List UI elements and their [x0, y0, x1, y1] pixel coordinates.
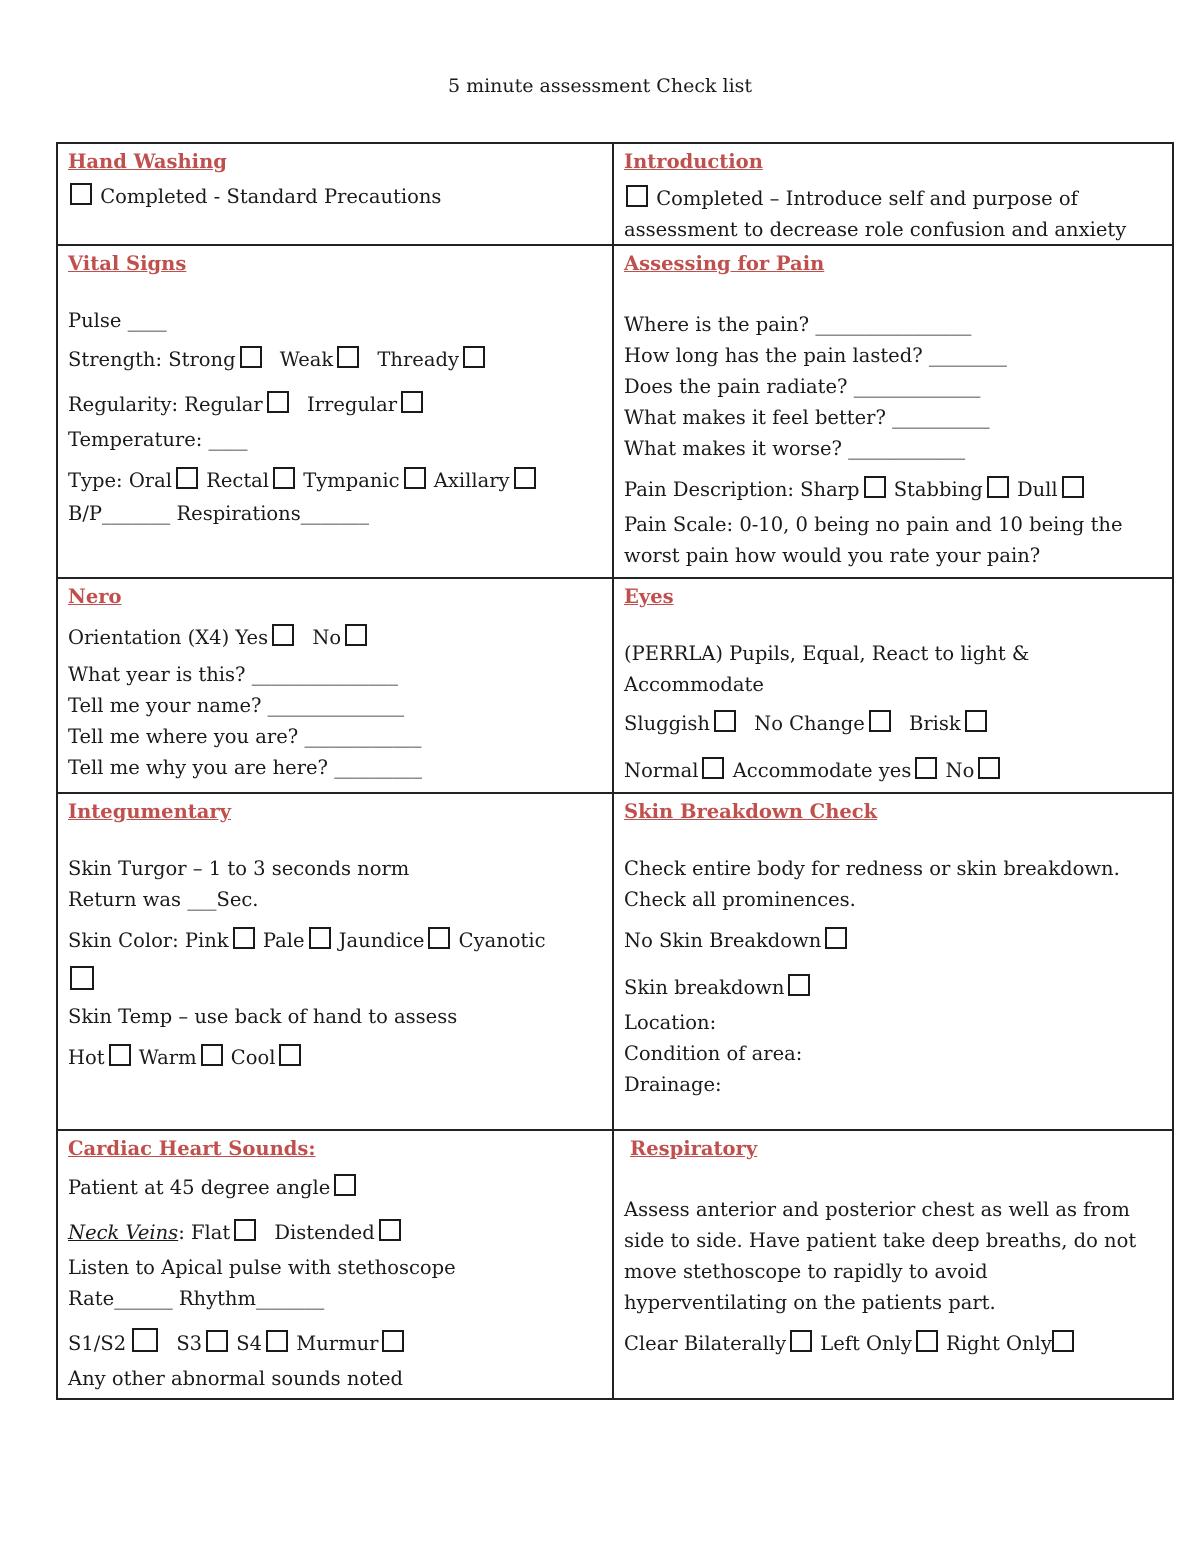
skin-cool-label: Cool — [230, 1046, 276, 1069]
pain-section — [614, 244, 1174, 577]
temp-axillary-checkbox[interactable] — [514, 467, 536, 489]
introduction-completed-label-cont: assessment to decrease role confusion and anxiety — [624, 218, 1127, 241]
pain-where-question: Where is the pain? ________________ — [624, 313, 972, 336]
skin-breakdown-text-cont: Check all prominences. — [624, 888, 856, 911]
temp-rectal-label: Rectal — [206, 469, 270, 492]
skin-turgor-text: Skin Turgor – 1 to 3 seconds norm — [68, 857, 410, 880]
neck-veins-label: Neck Veins — [68, 1221, 179, 1244]
murmur-label: Murmur — [296, 1332, 379, 1355]
skin-breakdown-label: Skin breakdown — [624, 976, 785, 999]
eyes-accommodate-no-label: No — [945, 759, 975, 782]
skin-hot-label: Hot — [68, 1046, 105, 1069]
respiratory-heading: Respiratory — [630, 1137, 758, 1160]
patient-angle-checkbox[interactable] — [334, 1174, 356, 1196]
bp-respirations-field: B/P_______ Respirations_______ — [68, 502, 369, 525]
nero-heading: Nero — [68, 585, 122, 608]
s3-checkbox[interactable] — [206, 1330, 228, 1352]
integumentary-heading: Integumentary — [68, 800, 231, 823]
eyes-normal-label: Normal — [624, 759, 699, 782]
pain-duration-question: How long has the pain lasted? ________ — [624, 344, 1007, 367]
s4-label: S4 — [236, 1332, 263, 1355]
hand-washing-section — [58, 144, 614, 244]
rate-rhythm-field: Rate______ Rhythm_______ — [68, 1287, 325, 1310]
temp-rectal-checkbox[interactable] — [273, 467, 295, 489]
respiratory-text-3: move stethoscope to rapidly to avoid — [624, 1260, 988, 1283]
skin-jaundice-checkbox[interactable] — [428, 927, 450, 949]
nero-where-question: Tell me where you are? ____________ — [68, 725, 422, 748]
eyes-sluggish-checkbox[interactable] — [714, 710, 736, 732]
introduction-checkbox[interactable] — [626, 185, 648, 207]
orientation-yes-checkbox[interactable] — [272, 624, 294, 646]
skin-cyanotic-label: Cyanotic — [458, 929, 546, 952]
pain-radiate-question: Does the pain radiate? _____________ — [624, 375, 981, 398]
clear-bilaterally-checkbox[interactable] — [790, 1330, 812, 1352]
hand-washing-heading: Hand Washing — [68, 150, 227, 173]
pain-stabbing-label: Stabbing — [893, 478, 983, 501]
neck-veins-flat-label: : Flat — [178, 1221, 231, 1244]
pain-better-question: What makes it feel better? __________ — [624, 406, 990, 429]
temp-type-label: Type: Oral — [68, 469, 172, 492]
eyes-section — [614, 577, 1174, 792]
right-only-label: Right Only — [946, 1332, 1052, 1355]
regularity-label: Regularity: Regular — [68, 393, 263, 416]
pain-sharp-checkbox[interactable] — [864, 476, 886, 498]
strength-weak-checkbox[interactable] — [337, 346, 359, 368]
nero-name-question: Tell me your name? ______________ — [68, 694, 405, 717]
temp-tympanic-label: Tympanic — [303, 469, 400, 492]
skin-cyanotic-checkbox[interactable] — [70, 966, 94, 990]
clear-bilaterally-label: Clear Bilaterally — [624, 1332, 787, 1355]
regularity-irregular-label: Irregular — [306, 393, 398, 416]
s1s2-label: S1/S2 — [68, 1332, 127, 1355]
orientation-no-label: No — [312, 626, 342, 649]
skin-jaundice-label: Jaundice — [338, 929, 425, 952]
pain-worse-question: What makes it worse? ____________ — [624, 437, 966, 460]
strength-thready-label: Thready — [377, 348, 459, 371]
vital-signs-heading: Vital Signs — [68, 252, 187, 275]
neck-veins-distended-checkbox[interactable] — [379, 1219, 401, 1241]
eyes-brisk-checkbox[interactable] — [965, 710, 987, 732]
pain-scale-text: Pain Scale: 0-10, 0 being no pain and 10 being the — [624, 513, 1123, 536]
apical-pulse-text: Listen to Apical pulse with stethoscope — [68, 1256, 456, 1279]
eyes-accommodate-no-checkbox[interactable] — [978, 757, 1000, 779]
skin-hot-checkbox[interactable] — [109, 1044, 131, 1066]
pain-stabbing-checkbox[interactable] — [987, 476, 1009, 498]
skin-cool-checkbox[interactable] — [279, 1044, 301, 1066]
skin-return-field: Return was ___Sec. — [68, 888, 259, 911]
left-only-label: Left Only — [820, 1332, 912, 1355]
strength-label: Strength: Strong — [68, 348, 236, 371]
skin-breakdown-text: Check entire body for redness or skin breakdown. — [624, 857, 1120, 880]
skin-breakdown-checkbox[interactable] — [788, 974, 810, 996]
eyes-accommodate-yes-label: Accommodate yes — [732, 759, 912, 782]
eyes-heading: Eyes — [624, 585, 674, 608]
introduction-completed-label: Completed – Introduce self and purpose of — [656, 187, 1078, 210]
pain-scale-text-cont: worst pain how would you rate your pain? — [624, 544, 1041, 567]
pain-heading: Assessing for Pain — [624, 252, 825, 275]
orientation-no-checkbox[interactable] — [345, 624, 367, 646]
skin-temp-text: Skin Temp – use back of hand to assess — [68, 1005, 458, 1028]
vital-signs-section — [58, 244, 614, 577]
s1s2-checkbox[interactable] — [132, 1328, 158, 1352]
skin-warm-checkbox[interactable] — [201, 1044, 223, 1066]
skin-condition-field: Condition of area: — [624, 1042, 803, 1065]
eyes-accommodate-yes-checkbox[interactable] — [915, 757, 937, 779]
skin-drainage-field: Drainage: — [624, 1073, 722, 1096]
neck-veins-distended-label: Distended — [274, 1221, 375, 1244]
perrla-text: (PERRLA) Pupils, Equal, React to light & — [624, 642, 1030, 665]
cardiac-section — [58, 1129, 614, 1400]
perrla-text-cont: Accommodate — [624, 673, 764, 696]
skin-breakdown-section — [614, 792, 1174, 1129]
temperature-field: Temperature: ____ — [68, 428, 248, 451]
skin-breakdown-heading: Skin Breakdown Check — [624, 800, 878, 823]
no-skin-breakdown-label: No Skin Breakdown — [624, 929, 822, 952]
patient-angle-label: Patient at 45 degree angle — [68, 1176, 331, 1199]
murmur-checkbox[interactable] — [382, 1330, 404, 1352]
left-only-checkbox[interactable] — [916, 1330, 938, 1352]
regularity-regular-checkbox[interactable] — [267, 391, 289, 413]
s3-label: S3 — [176, 1332, 203, 1355]
orientation-label: Orientation (X4) Yes — [68, 626, 269, 649]
introduction-section — [614, 144, 1174, 244]
pulse-field: Pulse ____ — [68, 309, 167, 332]
s4-checkbox[interactable] — [266, 1330, 288, 1352]
respiratory-text-2: side to side. Have patient take deep breaths, do not — [624, 1229, 1137, 1252]
temp-axillary-label: Axillary — [433, 469, 510, 492]
pain-dull-label: Dull — [1016, 478, 1058, 501]
page-title: 5 minute assessment Check list — [447, 75, 753, 97]
integumentary-section — [58, 792, 614, 1129]
hand-washing-checkbox[interactable] — [70, 183, 92, 205]
nero-section — [58, 577, 614, 792]
eyes-no-change-label: No Change — [754, 712, 865, 735]
eyes-no-change-checkbox[interactable] — [869, 710, 891, 732]
skin-pale-checkbox[interactable] — [309, 927, 331, 949]
strength-thready-checkbox[interactable] — [463, 346, 485, 368]
regularity-irregular-checkbox[interactable] — [401, 391, 423, 413]
temp-tympanic-checkbox[interactable] — [404, 467, 426, 489]
temp-oral-checkbox[interactable] — [176, 467, 198, 489]
skin-warm-label: Warm — [138, 1046, 197, 1069]
strength-strong-checkbox[interactable] — [240, 346, 262, 368]
skin-pale-label: Pale — [262, 929, 305, 952]
skin-color-label: Skin Color: Pink — [68, 929, 229, 952]
no-skin-breakdown-checkbox[interactable] — [825, 927, 847, 949]
eyes-normal-checkbox[interactable] — [702, 757, 724, 779]
pain-description-label: Pain Description: Sharp — [624, 478, 860, 501]
eyes-sluggish-label: Sluggish — [624, 712, 710, 735]
respiratory-section — [614, 1129, 1174, 1400]
abnormal-sounds-text: Any other abnormal sounds noted — [68, 1367, 404, 1390]
eyes-brisk-label: Brisk — [909, 712, 961, 735]
assessment-table — [56, 142, 1174, 1400]
respiratory-text: Assess anterior and posterior chest as well as from — [624, 1198, 1130, 1221]
neck-veins-flat-checkbox[interactable] — [234, 1219, 256, 1241]
introduction-heading: Introduction — [624, 150, 763, 173]
strength-weak-label: Weak — [279, 348, 334, 371]
hand-washing-completed-label: Completed - Standard Precautions — [100, 185, 442, 208]
respiratory-text-4: hyperventilating on the patients part. — [624, 1291, 996, 1314]
skin-location-field: Location: — [624, 1011, 717, 1034]
nero-year-question: What year is this? _______________ — [68, 663, 398, 686]
nero-why-question: Tell me why you are here? _________ — [68, 756, 422, 779]
cardiac-heading: Cardiac Heart Sounds: — [68, 1137, 316, 1160]
right-only-checkbox[interactable] — [1052, 1330, 1074, 1352]
pain-dull-checkbox[interactable] — [1062, 476, 1084, 498]
skin-pink-checkbox[interactable] — [233, 927, 255, 949]
